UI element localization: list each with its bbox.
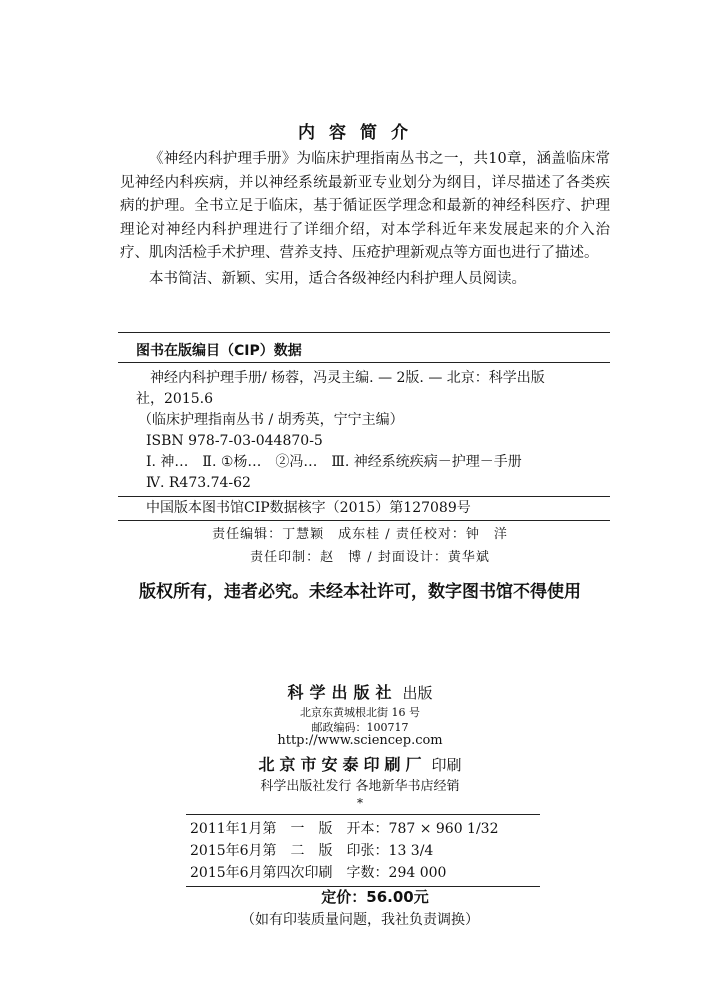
edition-info	[190, 818, 590, 884]
staff-line: 责任印制：赵 博 / 封面设计：黄华斌	[250, 550, 490, 565]
copyright-notice: 版权所有，违者必究。未经本社许可，数字图书馆不得使用	[139, 582, 581, 602]
cip-block	[136, 368, 610, 494]
cip-line: 社，2015.6	[136, 391, 213, 407]
publisher-url: http://www.sciencep.com	[277, 733, 443, 748]
cip-number: 中国版本图书馆CIP数据核字（2015）第127089号	[146, 500, 471, 516]
printer-name: 北京市安泰印刷厂	[258, 755, 427, 774]
publisher-name: 科学出版社	[287, 683, 398, 702]
quality-note: （如有印装质量问题，我社负责调换）	[241, 912, 479, 928]
price: 定价：56.00元	[321, 888, 429, 906]
cip-line: Ⅳ. R473.74-62	[146, 475, 251, 491]
printer-line	[0, 752, 720, 775]
edition-row: 2011年1月第 一 版 开本：787 × 960 1/32	[190, 821, 499, 837]
divider	[118, 362, 610, 363]
printer-suffix: 印刷	[431, 756, 462, 774]
page-title: 内容简介	[298, 123, 422, 143]
divider	[186, 814, 540, 815]
intro-paragraph: 本书简洁、新颖、实用，适合各级神经内科护理人员阅读。	[149, 270, 526, 287]
publisher-postcode: 邮政编码：100717	[311, 721, 409, 734]
distribution: 科学出版社发行 各地新华书店经销	[260, 779, 460, 794]
cip-line: Ⅰ. 神… Ⅱ. ①杨… ②冯… Ⅲ. 神经系统疾病－护理－手册	[146, 454, 522, 470]
intro-paragraph: 《神经内科护理手册》为临床护理指南丛书之一，共10章，涵盖临床常见神经内科疾病，并以神经系统最新亚专业划分为纲目，详尽描述了各类疾病的护理。全书立足于临床，基于循证医学理念和最新的神经科医疗、护理理论对神经内科护理进行了详细介绍，对本学科近年来发展起来的介入治疗、肌肉活检手术护理、营养支持、压疮护理新观点等方面也进行了描述。	[120, 151, 610, 261]
edition-row: 2015年6月第四次印刷 字数：294 000	[190, 865, 447, 881]
intro-text	[120, 148, 610, 291]
star-separator: *	[357, 796, 363, 810]
publisher-address: 北京东黄城根北街 16 号	[300, 706, 420, 719]
divider	[118, 496, 610, 497]
divider	[118, 520, 610, 521]
cip-heading: 图书在版编目（CIP）数据	[136, 343, 302, 359]
staff-line: 责任编辑：丁慧颖 成东桂 / 责任校对：钟 洋	[212, 527, 508, 542]
cip-line: 神经内科护理手册/ 杨蓉，冯灵主编. — 2版. — 北京：科学出版	[150, 370, 545, 386]
edition-row: 2015年6月第 二 版 印张：13 3/4	[190, 843, 434, 859]
cip-line: ISBN 978-7-03-044870-5	[146, 433, 323, 449]
cip-line: （临床护理指南丛书 / 胡秀英，宁宁主编）	[138, 412, 404, 428]
divider	[118, 332, 610, 333]
publisher-suffix: 出版	[402, 684, 433, 702]
publisher-line	[0, 680, 720, 703]
